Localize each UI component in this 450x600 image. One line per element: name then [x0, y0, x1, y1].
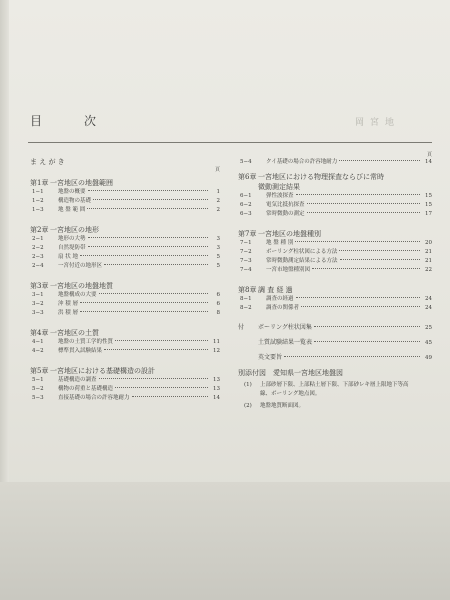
- section-number: 8−2: [240, 305, 252, 311]
- leader-dots: [312, 268, 420, 269]
- section-label: 構物の荷重と基礎構造: [58, 386, 114, 392]
- leader-dots: [104, 264, 208, 265]
- toc-entry[interactable]: [30, 376, 220, 385]
- leader-dots: [296, 194, 420, 195]
- section-number: 5−3: [32, 395, 44, 401]
- section-number: 2−3: [32, 254, 44, 260]
- leader-dots: [88, 190, 208, 191]
- leader-dots: [115, 340, 208, 341]
- section-number: 7−1: [240, 240, 252, 246]
- toc-entry[interactable]: [30, 235, 220, 244]
- section-number: 6−1: [240, 193, 252, 199]
- page-number: 3: [216, 245, 220, 251]
- chapter-heading[interactable]: [30, 281, 220, 291]
- appendix-entry[interactable]: [238, 353, 432, 363]
- toc-entry[interactable]: [30, 253, 220, 262]
- page-number: 6: [216, 301, 220, 307]
- map-item-text: 地盤地質断面図。: [260, 403, 305, 409]
- spacer: [238, 219, 432, 224]
- toc-intro[interactable]: [30, 157, 220, 167]
- page-number: 3: [216, 236, 220, 242]
- page-number: 2: [216, 198, 220, 204]
- section-label: 扇 状 地: [58, 254, 78, 260]
- appendix-entry[interactable]: [238, 338, 432, 348]
- section-number: 1−2: [32, 198, 44, 204]
- section-label: 構造物の基礎: [58, 198, 92, 204]
- leader-dots: [88, 246, 208, 247]
- page-number: 11: [213, 339, 220, 345]
- toc-entry[interactable]: [30, 300, 220, 309]
- toc-entry[interactable]: [30, 197, 220, 206]
- section-number: 5−1: [32, 377, 44, 383]
- chapter-heading[interactable]: [30, 178, 220, 188]
- page-number: 49: [425, 355, 432, 361]
- page-number: 21: [425, 249, 432, 255]
- section-number: 6−3: [240, 211, 252, 217]
- section-label: 地 盤 種 別: [266, 240, 294, 246]
- appendix-label: 土質試験結果一覧表: [258, 339, 313, 346]
- spacer: [238, 313, 432, 318]
- map-item-text: 上部砂層下限、上部粘土層下限、下部砂レキ層上限地下等高線、ボーリング地点図。: [260, 382, 409, 397]
- page-number: 2: [216, 207, 220, 213]
- chapter-number: 第7章: [238, 230, 257, 238]
- toc-entry[interactable]: [238, 201, 432, 210]
- section-number: 3−2: [32, 301, 44, 307]
- section-label: 一宮付近の地形区: [58, 263, 103, 269]
- leader-dots: [284, 356, 420, 357]
- title-char-1: 目: [30, 114, 43, 128]
- page-number: 5: [216, 254, 220, 260]
- chapter-title: 一宮地区における物理探査ならびに常時: [258, 173, 384, 181]
- spacer: [30, 403, 220, 408]
- chapter-title: 調 査 経 過: [258, 286, 293, 294]
- section-number: 4−2: [32, 348, 44, 354]
- toc-entry[interactable]: [238, 257, 432, 266]
- page-number: 6: [216, 292, 220, 298]
- section-label: 一宮市地盤種別図: [266, 267, 311, 273]
- toc-entry[interactable]: [30, 291, 220, 300]
- toc-entry[interactable]: [30, 338, 220, 347]
- leader-dots: [80, 255, 208, 256]
- section-number: 8−1: [240, 296, 252, 302]
- page-number: 20: [425, 240, 432, 246]
- section-number: 2−2: [32, 245, 44, 251]
- appendix-entry[interactable]: [238, 323, 432, 333]
- leader-dots: [295, 241, 420, 242]
- leader-dots: [314, 326, 420, 327]
- bleed-through-text: 岡宮地: [355, 118, 401, 128]
- chapter-heading[interactable]: [238, 172, 432, 182]
- page-number: 13: [213, 386, 220, 392]
- leader-dots: [132, 396, 208, 397]
- page-number: 24: [425, 296, 432, 302]
- section-number: 5−4: [240, 159, 252, 165]
- section-number: 3−3: [32, 310, 44, 316]
- page-column-header: 頁: [214, 167, 220, 173]
- section-number: 1−3: [32, 207, 44, 213]
- map-item-number: (1): [244, 382, 252, 388]
- section-number: 2−4: [32, 263, 44, 269]
- section-label: 電気比抵抗探査: [266, 202, 305, 208]
- section-label: クイ基礎の場合の許容地耐力: [266, 159, 338, 165]
- intro-label: ま え が き: [30, 158, 65, 166]
- leader-dots: [93, 199, 208, 200]
- page-number: 12: [213, 348, 220, 354]
- section-label: ボーリング柱状図による方法: [266, 249, 338, 255]
- toc-entry[interactable]: [238, 210, 432, 219]
- page-number: 8: [216, 310, 220, 316]
- toc-entry[interactable]: [238, 192, 432, 201]
- toc-entry[interactable]: [238, 266, 432, 275]
- section-number: 1−1: [32, 189, 44, 195]
- leader-dots: [301, 306, 420, 307]
- section-label: 地盤構成の大要: [58, 292, 97, 298]
- leader-dots: [104, 349, 208, 350]
- chapter-number: 第8章: [238, 286, 257, 294]
- section-label: 弾性波探査: [266, 193, 294, 199]
- section-label: 常時微動の測定: [266, 211, 305, 217]
- title-divider: [28, 142, 432, 143]
- page-number: 13: [213, 377, 220, 383]
- page-number: 15: [425, 202, 432, 208]
- section-label: 地形の大勢: [58, 236, 86, 242]
- toc-entry[interactable]: [238, 239, 432, 248]
- leader-dots: [340, 259, 420, 260]
- appendix-label: 英文要旨: [258, 354, 283, 361]
- spacer: [238, 275, 432, 280]
- section-label: 調査の関係者: [266, 305, 300, 311]
- leader-dots: [99, 378, 208, 379]
- spacer: [30, 215, 220, 220]
- chapter-heading[interactable]: [30, 225, 220, 235]
- page-number: 45: [425, 340, 432, 346]
- toc-entry[interactable]: [238, 248, 432, 257]
- toc-entry[interactable]: [238, 295, 432, 304]
- chapter-number: 第5章: [30, 367, 49, 375]
- page-number: 21: [425, 258, 432, 264]
- toc-entry[interactable]: [30, 244, 220, 253]
- section-label: 地盤の土質工学的性質: [58, 339, 114, 345]
- toc-entry[interactable]: [238, 158, 432, 167]
- page-number: 15: [425, 193, 432, 199]
- chapter-heading[interactable]: [30, 366, 220, 376]
- section-number: 7−4: [240, 267, 252, 273]
- map-item[interactable]: [238, 381, 432, 399]
- section-label: 地盤の概要: [58, 189, 86, 195]
- chapter-number: 第2章: [30, 226, 49, 234]
- section-label: 直接基礎の場合の許容地耐力: [58, 395, 130, 401]
- page-number: 17: [425, 211, 432, 217]
- section-number: 5−2: [32, 386, 44, 392]
- toc-right-column: [238, 152, 432, 411]
- chapter-title: 微動測定結果: [258, 183, 300, 191]
- leader-dots: [80, 302, 208, 303]
- page-title: [30, 112, 96, 129]
- page-number: 25: [425, 325, 432, 331]
- chapter-title: 一宮地区の地盤種別: [258, 230, 321, 238]
- section-label: 地 盤 範 囲: [58, 207, 86, 213]
- chapter-title: 一宮地区の地形: [50, 226, 99, 234]
- leader-dots: [80, 311, 208, 312]
- toc-entry[interactable]: [30, 394, 220, 403]
- map-item-number: (2): [244, 403, 252, 409]
- section-label: 標準貫入試験結果: [58, 348, 103, 354]
- chapter-title: 一宮地区の地盤地質: [50, 282, 113, 290]
- leader-dots: [307, 203, 420, 204]
- leader-dots: [115, 387, 208, 388]
- chapter-number: 第3章: [30, 282, 49, 290]
- spacer: [30, 271, 220, 276]
- section-label: 基礎構造の調査: [58, 377, 97, 383]
- section-label: 沖 積 層: [58, 301, 78, 307]
- appendix-number: 付: [238, 324, 245, 331]
- section-number: 2−1: [32, 236, 44, 242]
- chapter-number: 第4章: [30, 329, 49, 337]
- page-number: 1: [216, 189, 220, 195]
- page-number: 5: [216, 263, 220, 269]
- leader-dots: [339, 160, 420, 161]
- appendix-label: ボーリング柱状図集: [258, 324, 312, 331]
- toc-entry[interactable]: [30, 309, 220, 318]
- section-number: 3−1: [32, 292, 44, 298]
- toc-entry[interactable]: [30, 206, 220, 215]
- section-label: 常時微動測定結果による方法: [266, 258, 338, 264]
- section-number: 7−3: [240, 258, 252, 264]
- toc-entry[interactable]: [30, 188, 220, 197]
- page-lower-area: [0, 482, 450, 600]
- leader-dots: [296, 297, 420, 298]
- chapter-title: 一宮地区における基礎構造の設計: [50, 367, 155, 375]
- chapter-title: 一宮地区の土質: [50, 329, 99, 337]
- chapter-heading[interactable]: [238, 285, 432, 295]
- toc-entry[interactable]: [30, 347, 220, 356]
- separate-maps-heading[interactable]: 別添付図 愛知県一宮地区地盤図: [238, 369, 343, 377]
- leader-dots: [99, 293, 208, 294]
- section-label: 洪 積 層: [58, 310, 78, 316]
- leader-dots: [88, 237, 208, 238]
- toc-entry[interactable]: [30, 262, 220, 271]
- page-number: 22: [425, 267, 432, 273]
- toc-left-column: [30, 152, 220, 408]
- page-number: 14: [213, 395, 220, 401]
- leader-dots: [87, 208, 208, 209]
- page-column-header: 頁: [426, 152, 432, 158]
- leader-dots: [314, 341, 420, 342]
- leader-dots: [307, 212, 420, 213]
- spacer: [30, 356, 220, 361]
- chapter-heading[interactable]: [238, 229, 432, 239]
- page-number: 24: [425, 305, 432, 311]
- map-item[interactable]: [238, 402, 432, 411]
- leader-dots: [339, 250, 420, 251]
- chapter-number: 第6章: [238, 173, 257, 181]
- section-number: 7−2: [240, 249, 252, 255]
- section-number: 6−2: [240, 202, 252, 208]
- spacer: [30, 318, 220, 323]
- section-label: 自然堤防帯: [58, 245, 86, 251]
- section-label: 調査の経過: [266, 296, 294, 302]
- chapter-number: 第1章: [30, 179, 49, 187]
- chapter-heading[interactable]: [238, 182, 432, 192]
- title-char-2: 次: [84, 114, 97, 128]
- page-number: 14: [425, 159, 432, 165]
- chapter-heading[interactable]: [30, 328, 220, 338]
- section-number: 4−1: [32, 339, 44, 345]
- toc-entry[interactable]: [30, 385, 220, 394]
- toc-entry[interactable]: [238, 304, 432, 313]
- chapter-title: 一宮地区の地盤範囲: [50, 179, 113, 187]
